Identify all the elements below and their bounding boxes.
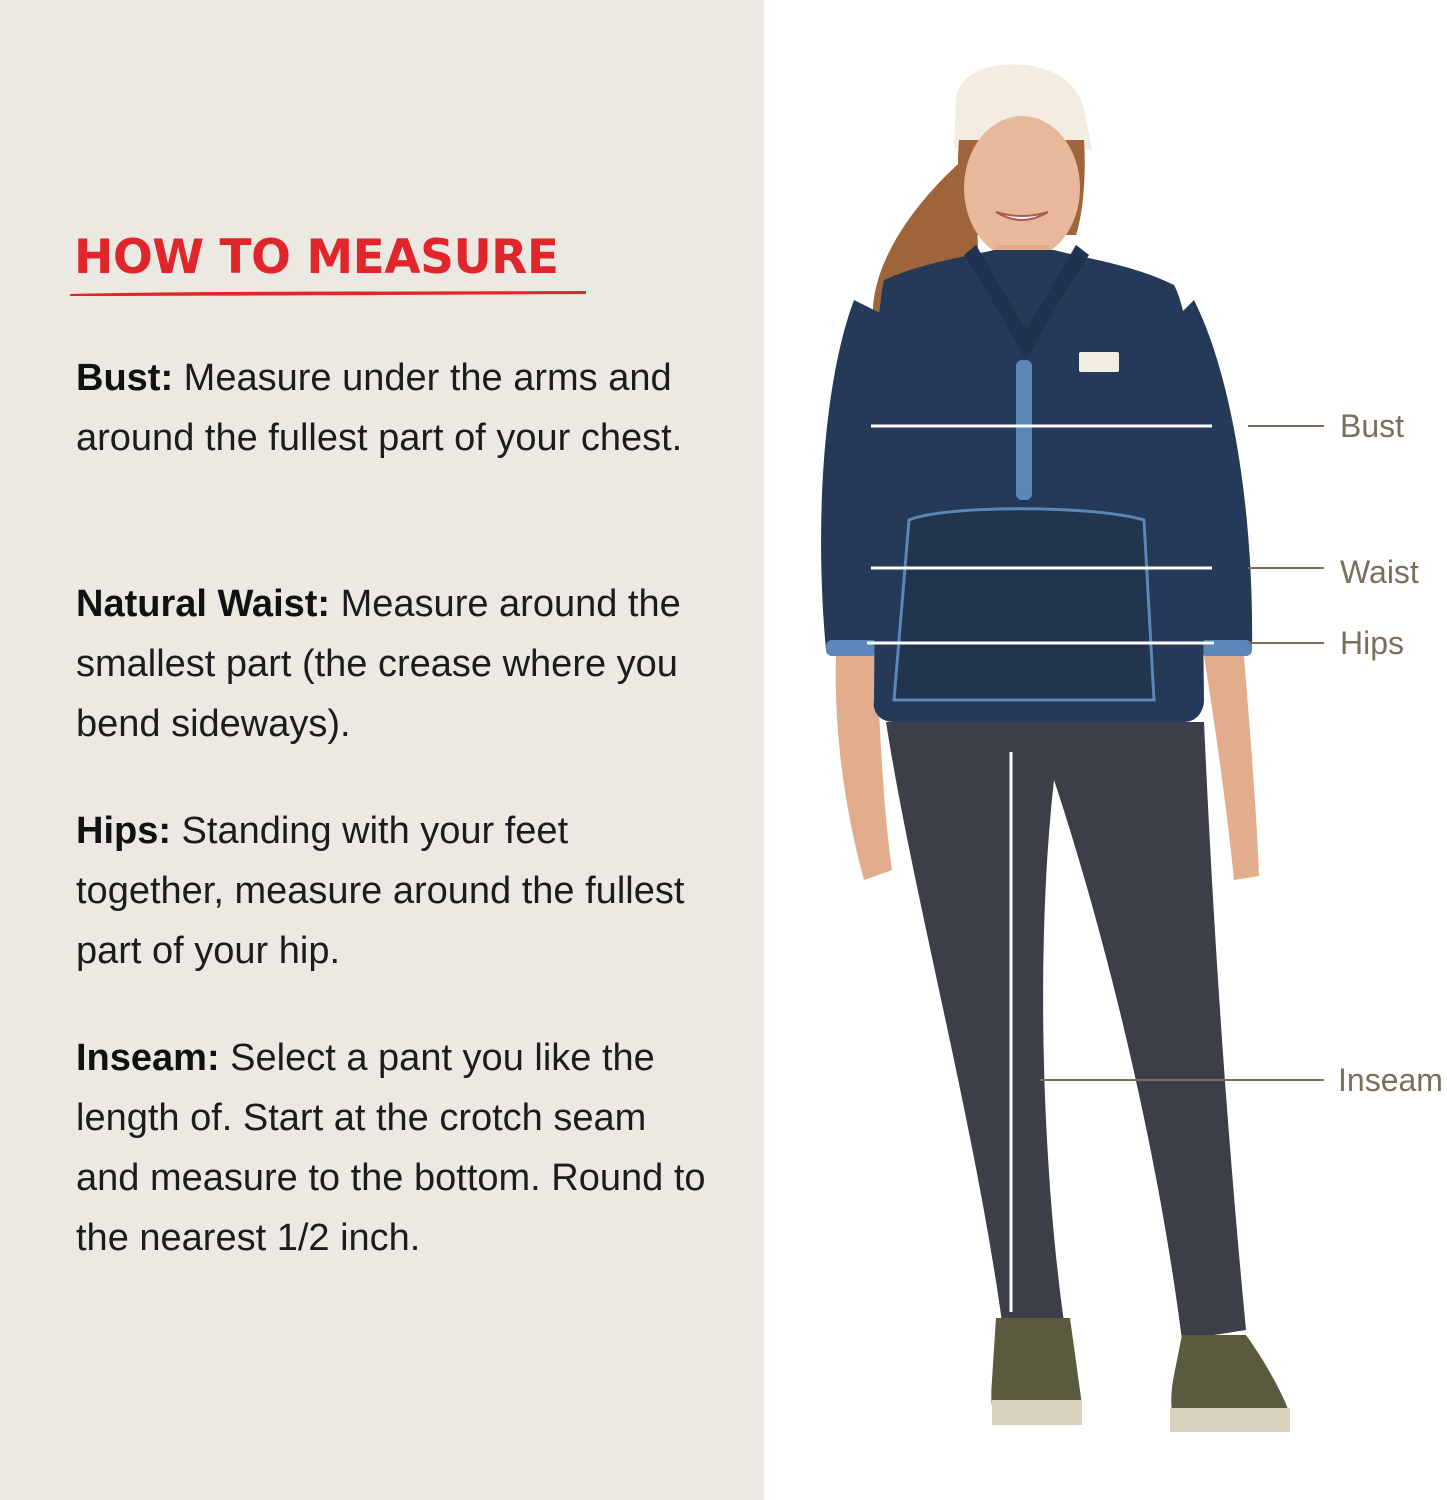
bust-instruction-label: Bust:	[76, 357, 174, 399]
waist-instruction-label: Natural Waist:	[76, 583, 331, 625]
bust-instruction	[76, 348, 716, 468]
inseam-instruction	[76, 1028, 716, 1268]
inseam-instruction-text: Select a pant you like the length of. Start at the crotch seam and measure to the bottom. Round to the nearest 1/2 inch.	[76, 1037, 706, 1259]
title-underline	[68, 288, 588, 298]
model-figure	[764, 0, 1447, 1500]
pants	[886, 722, 1246, 1340]
page-title: HOW TO MEASURE	[74, 230, 559, 285]
inseam-instruction-label: Inseam:	[76, 1037, 220, 1079]
zipper	[1016, 360, 1032, 500]
waist-instruction-text: Measure around the smallest part (the crease where you bend sideways).	[76, 583, 681, 745]
logo-patch	[1079, 352, 1119, 372]
bust-instruction-text: Measure under the arms and around the fullest part of your chest.	[76, 357, 683, 459]
model-panel	[764, 0, 1447, 1500]
waist-marker-label: Waist	[1340, 554, 1419, 590]
bust-marker-label: Bust	[1340, 408, 1405, 444]
face	[964, 116, 1080, 260]
hips-instruction-text: Standing with your feet together, measure around the fullest part of your hip.	[76, 810, 685, 972]
waist-instruction	[76, 574, 716, 754]
hips-instruction-label: Hips:	[76, 810, 171, 852]
inseam-marker-label: Inseam	[1338, 1062, 1443, 1098]
hips-instruction	[76, 801, 716, 981]
hips-marker-label: Hips	[1340, 625, 1405, 661]
